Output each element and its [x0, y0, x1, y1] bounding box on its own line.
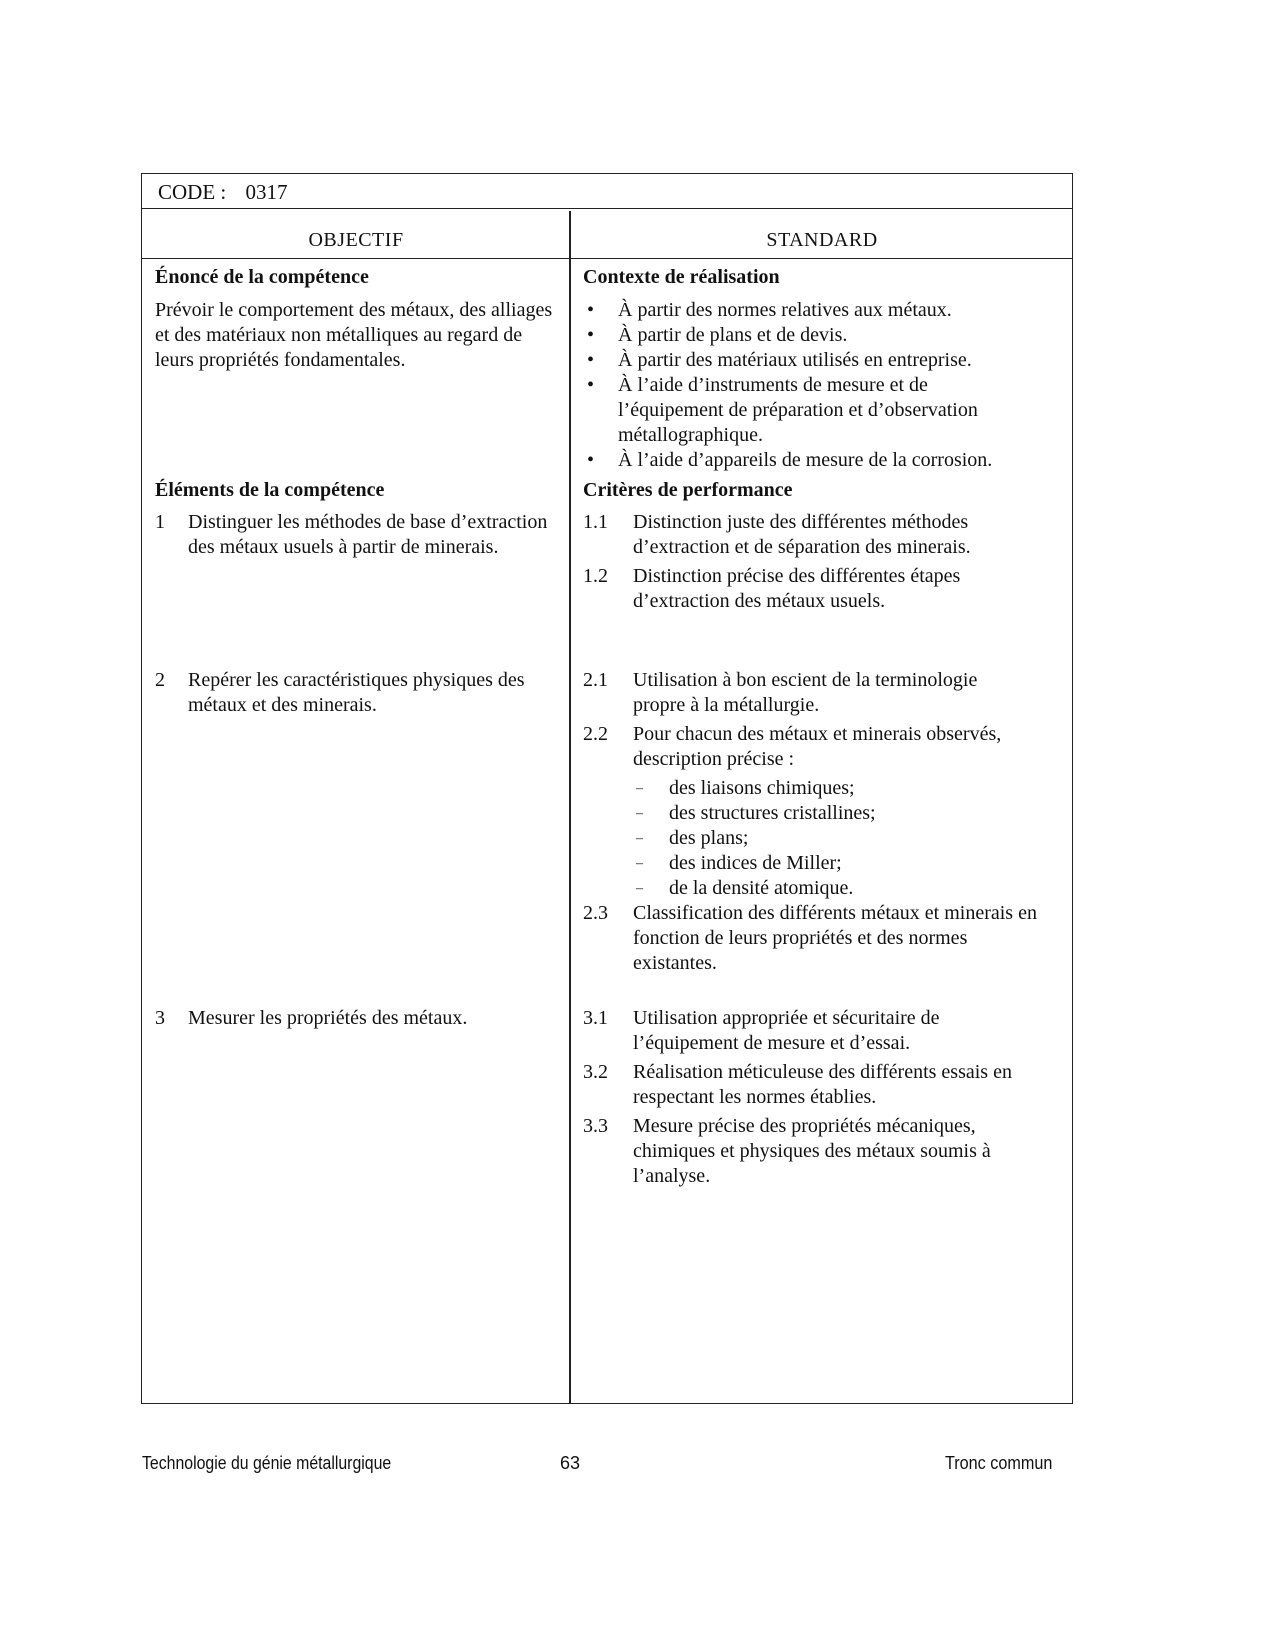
sub-item: – de la densité atomique. — [636, 877, 854, 899]
element-number: 3 — [155, 1007, 165, 1029]
critere-text: Utilisation appropriée et sécuritaire de l’équipement de mesure et d’essai. — [633, 1007, 940, 1054]
sub-item: – des plans; — [636, 827, 749, 849]
critere-item — [583, 1060, 1053, 1110]
critere-text: Distinction précise des différentes étapes d’extraction des métaux usuels. — [633, 565, 961, 612]
critere-item — [583, 510, 1023, 560]
element-number: 2 — [155, 669, 165, 691]
dash-icon: – — [636, 831, 643, 846]
critere-text: Mesure précise des propriétés mécaniques, chimiques et physiques des métaux soumis à l’analyse. — [633, 1115, 991, 1187]
critere-item — [583, 722, 1043, 772]
criteres-title: Critères de performance — [583, 479, 793, 501]
sub-item: – des indices de Miller; — [636, 852, 842, 874]
contexte-item: • À l’aide d’appareils de mesure de la corrosion. — [587, 449, 993, 471]
enonce-text: Prévoir le comportement des métaux, des alliages et des matériaux non métalliques au regard de leurs propriétés fondamentales. — [155, 299, 553, 371]
element-number: 1 — [155, 511, 165, 533]
footer-section: Tronc commun — [944, 1453, 1052, 1473]
critere-number: 3.1 — [583, 1007, 608, 1029]
sub-item: – des liaisons chimiques; — [636, 777, 855, 799]
critere-text: Utilisation à bon escient de la terminologie propre à la métallurgie. — [633, 669, 978, 716]
column-divider — [569, 211, 571, 1404]
dash-icon: – — [636, 806, 643, 821]
critere-number: 2.3 — [583, 902, 608, 924]
element-item — [155, 1006, 557, 1031]
critere-number: 3.2 — [583, 1061, 608, 1083]
critere-item — [583, 564, 1023, 614]
header-objectif: OBJECTIF — [308, 229, 404, 251]
critere-number: 1.1 — [583, 511, 608, 533]
critere-item — [583, 1114, 1033, 1189]
code-label: CODE : — [158, 180, 227, 204]
element-text: Distinguer les méthodes de base d’extraction des métaux usuels à partir de minerais. — [188, 511, 548, 558]
critere-number: 3.3 — [583, 1115, 608, 1137]
header-standard: STANDARD — [766, 229, 878, 251]
element-item — [155, 510, 557, 560]
bullet-icon: • — [587, 299, 595, 321]
page-number: 63 — [560, 1453, 581, 1473]
critere-text: Classification des différents métaux et minerais en fonction de leurs propriétés et des normes existantes. — [633, 902, 1037, 974]
code-value: 0317 — [245, 180, 288, 204]
contexte-item: • À l’aide d’instruments de mesure et de l’équipement de préparation et d’observation métallographique. — [587, 374, 978, 446]
element-text: Mesurer les propriétés des métaux. — [188, 1007, 468, 1029]
contexte-item: • À partir des normes relatives aux métaux. — [587, 299, 952, 321]
critere-item — [583, 901, 1053, 976]
element-item — [155, 668, 557, 718]
divider — [141, 208, 1073, 209]
critere-item — [583, 1006, 1023, 1056]
bullet-icon: • — [587, 449, 595, 471]
code-row — [158, 180, 288, 205]
critere-text: Pour chacun des métaux et minerais observés, description précise : — [633, 723, 1002, 770]
critere-text: Réalisation méticuleuse des différents essais en respectant les normes établies. — [633, 1061, 1012, 1108]
contexte-item: • À partir de plans et de devis. — [587, 324, 848, 346]
critere-text: Distinction juste des différentes méthodes d’extraction et de séparation des minerais. — [633, 511, 971, 558]
sub-list — [636, 776, 1036, 901]
divider — [141, 258, 1073, 259]
contexte-list — [587, 298, 1037, 473]
element-text: Repérer les caractéristiques physiques des métaux et des minerais. — [188, 669, 525, 716]
critere-item — [583, 668, 1023, 718]
dash-icon: – — [636, 881, 643, 896]
critere-number: 2.1 — [583, 669, 608, 691]
dash-icon: – — [636, 856, 643, 871]
contexte-title: Contexte de réalisation — [583, 266, 780, 288]
bullet-icon: • — [587, 374, 595, 396]
elements-title: Éléments de la compétence — [155, 479, 385, 501]
bullet-icon: • — [587, 349, 595, 371]
dash-icon: – — [636, 781, 643, 796]
bullet-icon: • — [587, 324, 595, 346]
sub-item: – des structures cristallines; — [636, 802, 876, 824]
footer-title: Technologie du génie métallurgique — [142, 1453, 392, 1473]
critere-number: 1.2 — [583, 565, 608, 587]
contexte-item: • À partir des matériaux utilisés en entreprise. — [587, 349, 972, 371]
enonce-title: Énoncé de la compétence — [155, 266, 369, 288]
critere-number: 2.2 — [583, 723, 608, 745]
